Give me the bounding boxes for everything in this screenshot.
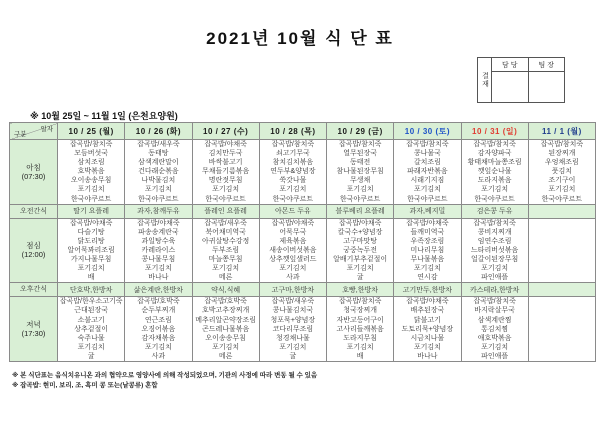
menu-cell: 잡곡밥/새우죽 콩나물김치국 청포묵+양념장 코다리무조림 청경채나물 포기김치 귤	[259, 297, 326, 362]
date-header-3: 10 / 27 (수)	[192, 123, 259, 140]
menu-cell	[528, 218, 595, 283]
snack-cell: 딸기 요플레	[58, 204, 125, 218]
row-meal	[10, 297, 596, 362]
approval-sign-cell-1	[492, 72, 529, 102]
date-header-2: 10 / 26 (화)	[125, 123, 192, 140]
table-header-row	[10, 123, 596, 140]
row-snack	[10, 204, 596, 218]
menu-cell: 잡곡밥/야채죽 다슬기탕 닭도리탕 알어묵꽈리조림 가지나물무침 포기김치 배	[58, 218, 125, 283]
row-label: 아침 (07:30)	[10, 140, 58, 205]
approval-col-timjang: 팀 장	[538, 61, 554, 69]
row-label: 오전간식	[10, 204, 58, 218]
date-header-6: 10 / 30 (토)	[394, 123, 461, 140]
date-header-5: 10 / 29 (금)	[327, 123, 394, 140]
date-header-1: 10 / 25 (월)	[58, 123, 125, 140]
menu-cell: 잡곡밥/참치죽 된장찌개 우엉채조림 풋김치 조기구이 포기김치 한국야쿠르트	[528, 140, 595, 205]
menu-cell: 잡곡밥/야채죽 배추된장국 닭불고기 도토리묵+양념장 시금치나물 포기김치 바나나	[394, 297, 461, 362]
footnote-1: ※ 본 식단표는 음식치유니온 과의 협약으로 영양사에 의해 작성되었으며, 기관의 사정에 따라 변동 될 수 있음	[12, 372, 318, 379]
row-snack	[10, 283, 596, 297]
snack-cell: 아몬드 두유	[259, 204, 326, 218]
date-range-subtitle: ※ 10월 25일 ~ 11월 1일 (은천요양원)	[30, 111, 178, 121]
menu-cell: 잡곡밥/참치죽 열무된장국 동태전 참나물된장무침 무생채 포기김치 한국야쿠르트	[327, 140, 394, 205]
snack-cell: 호빵,한방차	[327, 283, 394, 297]
row-meal	[10, 140, 596, 205]
menu-table	[9, 122, 596, 362]
row-label: 오후간식	[10, 283, 58, 297]
menu-cell: 잡곡밥/야채죽 들깨미역국 우족장조림 미나리무침 무나물볶음 포기김치 연시감	[394, 218, 461, 283]
date-header-7: 10 / 31 (일)	[461, 123, 528, 140]
menu-cell: 잡곡밥/야채죽 칼국수+양념장 고구마맛탕 궁중녹두전 알배기부추겉절이 포기김치 귤	[327, 218, 394, 283]
approval-box	[477, 57, 565, 103]
approval-stamp-label: 결재	[478, 58, 492, 102]
menu-cell: 잡곡밥/참치죽 콩나물국 갈치조림 파래자반볶음 시래기지짐 포기김치 한국야쿠르트	[394, 140, 461, 205]
corner-top-label: 일자	[40, 126, 53, 133]
menu-cell: 잡곡밥/참치죽 모듬버섯국 삼치조림 호박볶음 오이송송무침 포기김치 한국야쿠르트	[58, 140, 125, 205]
snack-cell: 약식,식혜	[192, 283, 259, 297]
menu-cell: 잡곡밥/참치죽 바지락살무국 삼색계란찜 통김치찜 애호박볶음 포기김치 파인애플	[461, 297, 528, 362]
row-meal	[10, 218, 596, 283]
snack-cell: 단호박,한방차	[58, 283, 125, 297]
footnote-2: ※ 잡곡밥: 현미, 보리, 조, 흑미 콩 또는(낱콩류) 혼합	[12, 382, 158, 389]
snack-cell: 블루베리 요플레	[327, 204, 394, 218]
page-title: 2021년 10월 식 단 표	[206, 29, 394, 48]
approval-sign-cell-2	[529, 72, 565, 102]
menu-cell: 잡곡밥/호박죽 순두부찌개 연근조림 오징어볶음 감자채볶음 포기김치 사과	[125, 297, 192, 362]
date-header-4: 10 / 28 (목)	[259, 123, 326, 140]
snack-cell: 플레인 요플레	[192, 204, 259, 218]
approval-col-damdang: 담 당	[492, 58, 529, 71]
menu-cell: 잡곡밥/참치죽 콩비지찌개 임연수조림 느타리버섯볶음 얼갈이된장무침 포기김치 파인애플	[461, 218, 528, 283]
row-label: 저녁 (17:30)	[10, 297, 58, 362]
snack-cell: 카스테라,한방차	[461, 283, 528, 297]
snack-cell: 과자,참깨두유	[125, 204, 192, 218]
snack-cell: 과자,베지밀	[394, 204, 461, 218]
menu-cell: 잡곡밥/참치죽 청국장찌개 자반고등어구이 고사리들깨볶음 도라지무침 포기김치 배	[327, 297, 394, 362]
menu-cell: 잡곡밥/새우죽 북어채미역국 아귀살탕수강정 두부조림 마늘쫑무침 포기김치 메론	[192, 218, 259, 283]
menu-cell: 잡곡밥/호박죽 호박고추장찌개 메추리알곤약장조림 곤드레나물볶음 오이송송무침 포기김치 메론	[192, 297, 259, 362]
snack-cell: 고구마,한방차	[259, 283, 326, 297]
snack-cell: 검은콩 두유	[461, 204, 528, 218]
menu-cell: 잡곡밥/한우소고기죽 근대된장국 소불고기 상추겉절이 숙주나물 포기김치 귤	[58, 297, 125, 362]
menu-cell: 잡곡밥/야채죽 파송송계란국 과일탕수육 카레라이스 콩나물무침 포기김치 바나나	[125, 218, 192, 283]
row-label: 점심 (12:00)	[10, 218, 58, 283]
menu-cell: 잡곡밥/새우죽 동태탕 삼색계란말이 건다래순볶음 나박물김치 포기김치 한국야쿠르트	[125, 140, 192, 205]
corner-bottom-label: 구분	[14, 131, 27, 138]
menu-cell: 잡곡밥/참치죽 쇠고기무국 참치김치볶음 연두부&양념장 쑥갓나물 포기김치 한국야쿠르트	[259, 140, 326, 205]
menu-cell: 잡곡밥/야채죽 김치만두국 바싹불고기 무채들기름볶음 명란젓무침 포기김치 한국야쿠르트	[192, 140, 259, 205]
menu-cell	[528, 297, 595, 362]
snack-cell	[528, 283, 595, 297]
menu-cell: 잡곡밥/야채죽 어묵무국 제육볶음 새송이버섯볶음 상추깻잎샐러드 포기김치 사과	[259, 218, 326, 283]
snack-cell: 삶은계란,한방차	[125, 283, 192, 297]
snack-cell: 고기만두,한방차	[394, 283, 461, 297]
date-header-8: 11 / 1 (월)	[528, 123, 595, 140]
snack-cell	[528, 204, 595, 218]
menu-cell: 잡곡밥/참치죽 감자양파국 황태채마늘쫑조림 깻잎순나물 도라지볶음 포기김치 한국야쿠르트	[461, 140, 528, 205]
corner-cell	[10, 123, 58, 140]
